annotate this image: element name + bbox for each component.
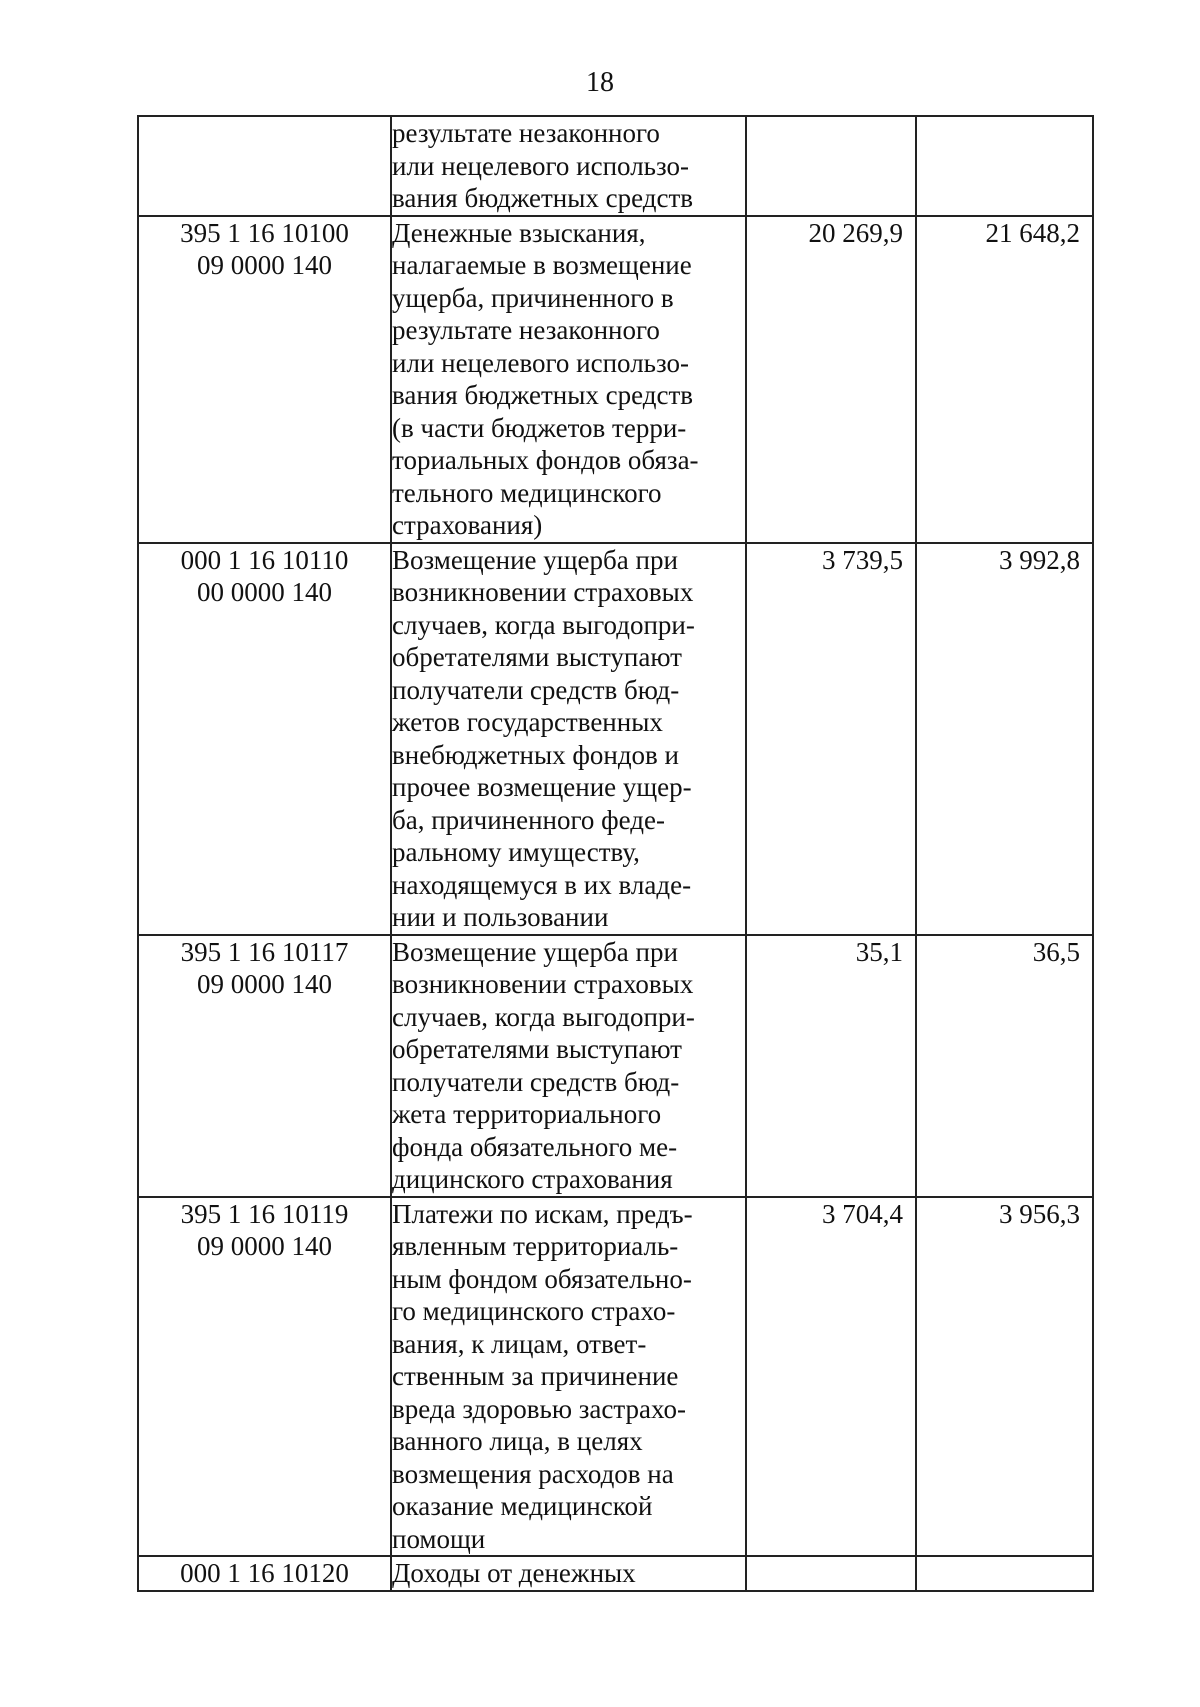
description-line: получатели средств бюд- bbox=[392, 1066, 680, 1097]
amount-cell-2: 3 992,8 bbox=[916, 543, 1093, 935]
description-line: случаев, когда выгодопри- bbox=[392, 1001, 695, 1032]
budget-code-line: 00 0000 140 bbox=[197, 577, 332, 607]
description-line: тельного медицинского bbox=[392, 477, 662, 508]
description-line: ванного лица, в целях bbox=[392, 1426, 643, 1456]
description-line: оказание медицинской bbox=[392, 1491, 653, 1521]
table-row bbox=[138, 116, 1093, 216]
description-line: получатели средств бюд- bbox=[392, 674, 680, 705]
description-line: помощи bbox=[392, 1523, 486, 1554]
description-line: или нецелевого использо- bbox=[392, 347, 689, 378]
description-line: страхования) bbox=[392, 510, 543, 540]
description-line: Денежные взыскания, bbox=[392, 217, 646, 248]
description-line: Возмещение ущерба при bbox=[392, 936, 678, 967]
description-line: ториальных фондов обяза- bbox=[392, 445, 699, 475]
description-line: ущерба, причиненного в bbox=[392, 282, 674, 313]
description-line: возникновении страховых bbox=[392, 577, 694, 607]
budget-code-line: 395 1 16 10117 bbox=[180, 936, 349, 967]
description-line: нии и пользовании bbox=[392, 902, 609, 932]
budget-code-line: 395 1 16 10119 bbox=[180, 1198, 349, 1229]
description-line: (в части бюджетов терри- bbox=[392, 412, 687, 443]
description-line: Доходы от денежных bbox=[392, 1558, 636, 1588]
table-row bbox=[138, 935, 1093, 1197]
table-row bbox=[138, 216, 1093, 543]
description-line: возникновении страховых bbox=[392, 969, 694, 999]
amount-cell-1: 20 269,9 bbox=[746, 216, 916, 543]
budget-code-cell bbox=[138, 935, 391, 1197]
description-line: жетов государственных bbox=[392, 707, 663, 737]
amount-cell-1 bbox=[746, 116, 916, 216]
description-line: вреда здоровью застрахо- bbox=[392, 1393, 686, 1424]
budget-code-line: 395 1 16 10100 bbox=[180, 217, 349, 248]
description-cell bbox=[391, 116, 746, 216]
budget-code-line: 000 1 16 10120 bbox=[180, 1558, 349, 1588]
description-cell bbox=[391, 1556, 746, 1591]
budget-code-line: 09 0000 140 bbox=[197, 250, 332, 280]
description-line: случаев, когда выгодопри- bbox=[392, 609, 695, 640]
description-line: дицинского страхования bbox=[392, 1164, 673, 1194]
description-line: вания бюджетных средств bbox=[392, 183, 694, 213]
description-line: находящемуся в их владе- bbox=[392, 869, 692, 900]
budget-code-cell bbox=[138, 116, 391, 216]
table-row bbox=[138, 543, 1093, 935]
description-line: результате незаконного bbox=[392, 315, 660, 345]
budget-code-line: 000 1 16 10110 bbox=[180, 544, 349, 575]
description-line: ральному имуществу, bbox=[392, 837, 640, 867]
budget-code-cell bbox=[138, 216, 391, 543]
description-line: результате незаконного bbox=[392, 118, 660, 148]
description-cell bbox=[391, 1197, 746, 1557]
table-row bbox=[138, 1556, 1093, 1591]
description-line: Возмещение ущерба при bbox=[392, 544, 678, 575]
description-line: фонда обязательного ме- bbox=[392, 1131, 678, 1162]
amount-cell-2: 21 648,2 bbox=[916, 216, 1093, 543]
description-cell bbox=[391, 935, 746, 1197]
amount-cell-2: 36,5 bbox=[916, 935, 1093, 1197]
budget-code-line: 09 0000 140 bbox=[197, 969, 332, 999]
description-line: Платежи по искам, предъ- bbox=[392, 1198, 693, 1229]
description-line: явленным территориаль- bbox=[392, 1231, 679, 1261]
page-number: 18 bbox=[586, 67, 614, 98]
description-line: ным фондом обязательно- bbox=[392, 1263, 692, 1294]
budget-code-cell bbox=[138, 1556, 391, 1591]
description-line: жета территориального bbox=[392, 1099, 662, 1129]
budget-code-cell bbox=[138, 1197, 391, 1557]
description-line: вания, к лицам, ответ- bbox=[392, 1328, 647, 1359]
table-row bbox=[138, 1197, 1093, 1557]
amount-cell-1 bbox=[746, 1556, 916, 1591]
amount-cell-1: 3 739,5 bbox=[746, 543, 916, 935]
amount-cell-1: 3 704,4 bbox=[746, 1197, 916, 1557]
amount-cell-1: 35,1 bbox=[746, 935, 916, 1197]
description-line: ственным за причинение bbox=[392, 1361, 679, 1391]
description-line: го медицинского страхо- bbox=[392, 1296, 676, 1326]
description-line: вания бюджетных средств bbox=[392, 380, 694, 410]
amount-cell-2 bbox=[916, 1556, 1093, 1591]
description-line: или нецелевого использо- bbox=[392, 150, 689, 181]
description-line: внебюджетных фондов и bbox=[392, 739, 680, 770]
description-line: возмещения расходов на bbox=[392, 1458, 674, 1489]
budget-code-line: 09 0000 140 bbox=[197, 1231, 332, 1261]
budget-code-cell bbox=[138, 543, 391, 935]
description-line: обретателями выступают bbox=[392, 1034, 682, 1064]
budget-revenue-table bbox=[137, 115, 1094, 1592]
amount-cell-2: 3 956,3 bbox=[916, 1197, 1093, 1557]
description-line: ба, причиненного феде- bbox=[392, 804, 665, 835]
description-line: обретателями выступают bbox=[392, 642, 682, 672]
table-body bbox=[138, 116, 1093, 1591]
description-line: налагаемые в возмещение bbox=[392, 250, 692, 280]
description-line: прочее возмещение ущер- bbox=[392, 772, 692, 802]
amount-cell-2 bbox=[916, 116, 1093, 216]
description-cell bbox=[391, 216, 746, 543]
description-cell bbox=[391, 543, 746, 935]
